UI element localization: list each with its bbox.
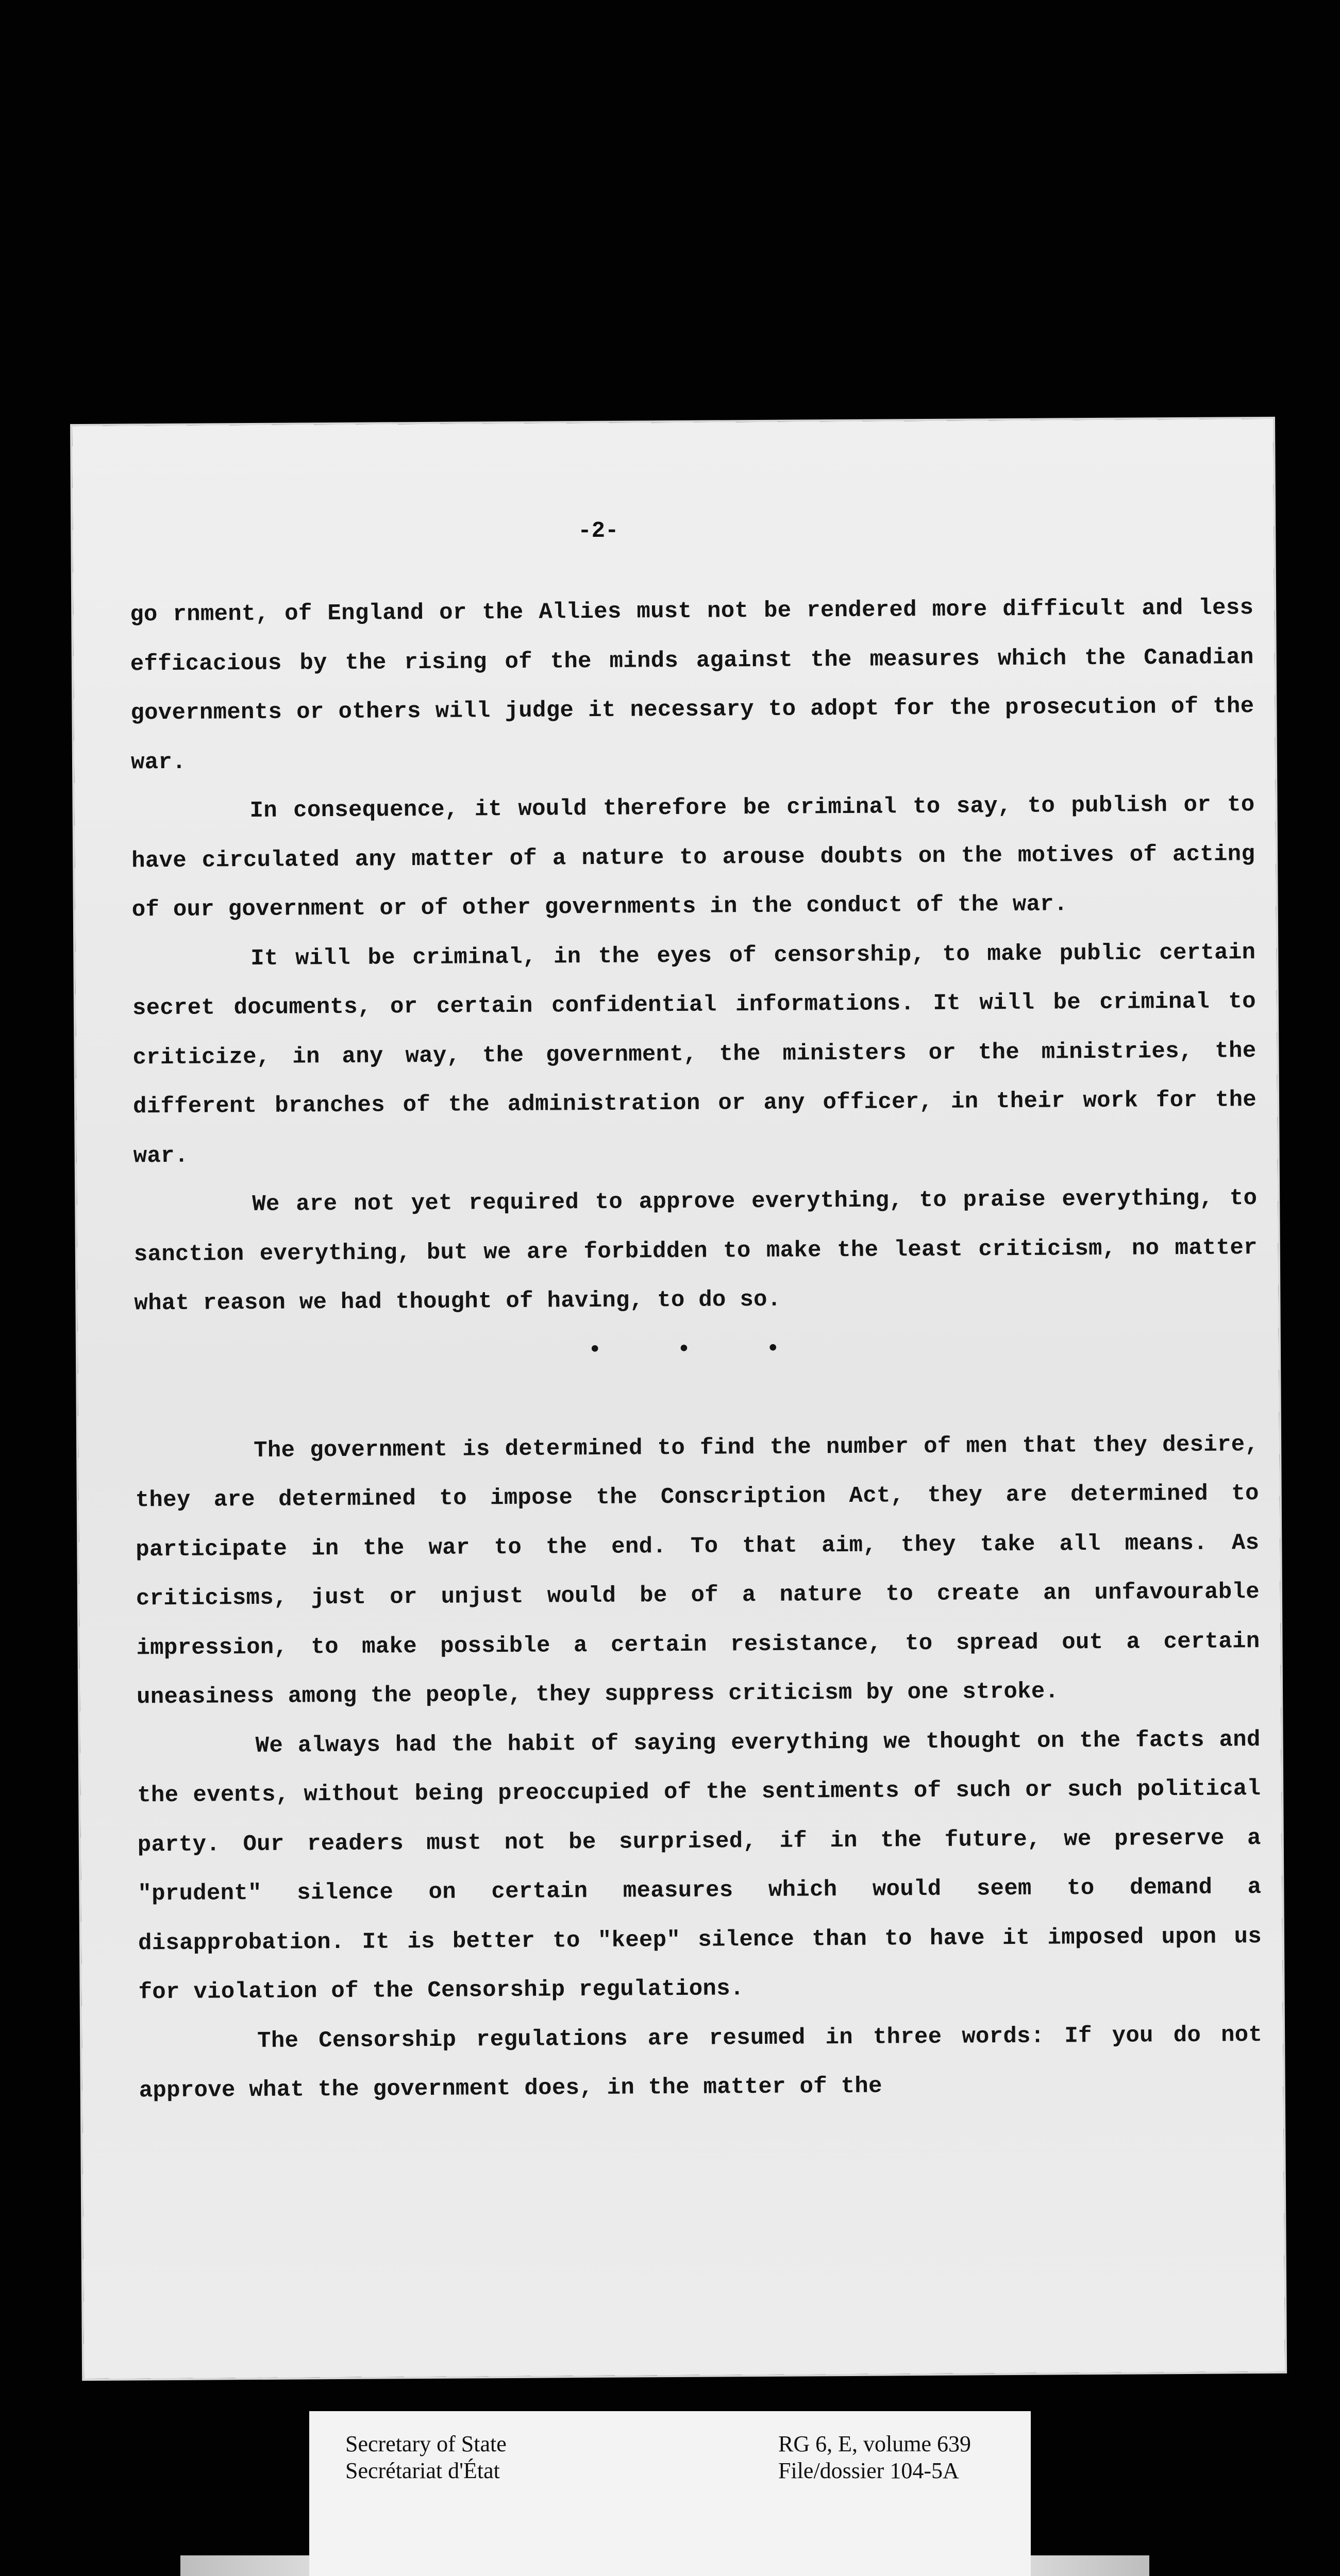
paragraph: The Censorship regulations are resumed in three words: If you do not approve what the government does, in the matter of the [139, 2022, 1263, 2104]
archive-reference-label [309, 2411, 1031, 2576]
paragraph: The government is determined to find the number of men that they desire, they are determined to impose the Conscription Act, they are determined to participate in the war to the end. To that aim, they take all means. As criticisms, just or unjust would be of a nature to create an unfavourable impression, to make possible a certain resistance, to spread out a certain uneasiness among the people, they suppress criticism by one stroke. [135, 1431, 1260, 1710]
section-separator: • • • [588, 1335, 811, 1363]
department-english: Secretary of State [345, 2431, 507, 2456]
spacer [135, 1371, 1259, 1427]
typewritten-page [72, 419, 1285, 2379]
department-names [345, 2431, 507, 2484]
reference-file: File/dossier 104-5A [778, 2458, 959, 2483]
body-text [130, 584, 1263, 2116]
paragraph: We are not yet required to approve everything, to praise everything, to sanction everything, but we are forbidden to make the least criticism, no matter what reason we had thought of having, to do so. [133, 1185, 1258, 1317]
paragraph: go rnment, of England or the Allies must not be rendered more difficult and less efficacious by the rising of the minds against the measures which the Canadian governments or others will judge it necessary to adopt for the prosecution of the war. [130, 595, 1254, 775]
reference-volume: RG 6, E, volume 639 [778, 2431, 971, 2456]
department-french: Secrétariat d'État [345, 2458, 500, 2483]
reference-numbers [778, 2431, 971, 2484]
page-number: -2- [578, 518, 619, 545]
paragraph: It will be criminal, in the eyes of censorship, to make public certain secret documents, or certain confidential informations. It will be criminal to criticize, in any way, the government, the ministers or the ministries, the different branches of the administration or any officer, in their work for the war. [132, 939, 1257, 1169]
paragraph: We always had the habit of saying everything we thought on the facts and the events, without being preoccupied of the sentiments of such or such political party. Our readers must not be surprised, if in the future, we preserve a "prudent" silence on certain measures which would seem to demand a disapprobation. It is better to "keep" silence than to have it imposed upon us for violation of the Censorship regulations. [137, 1726, 1262, 2006]
paragraph: In consequence, it would therefore be criminal to say, to publish or to have circulated any matter of a nature to arouse doubts on the motives of acting of our government or of other governments in the conduct of the war. [131, 792, 1255, 923]
